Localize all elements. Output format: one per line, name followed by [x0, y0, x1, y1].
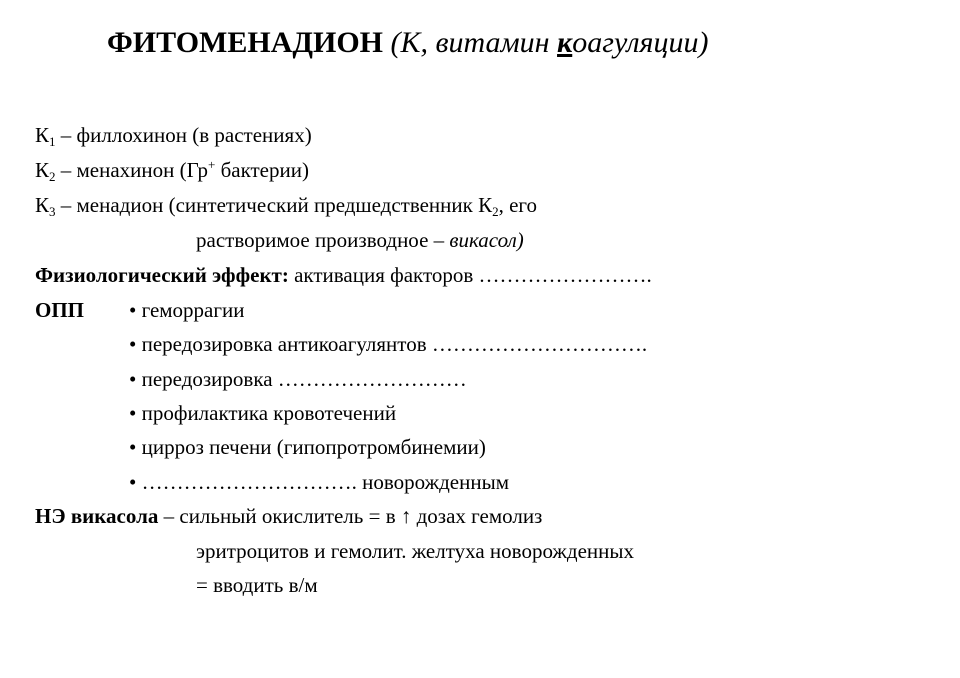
opp-item: • цирроз печени (гипопротромбинемии) — [129, 435, 486, 459]
k3-continuation-line — [196, 227, 524, 253]
ne-label: НЭ викасола — [35, 504, 159, 528]
k2-line — [35, 157, 309, 183]
k3-line — [35, 192, 537, 218]
k2-index: 2 — [49, 169, 56, 184]
title-sub-suffix: оагуляции) — [572, 26, 709, 59]
opp-label: ОПП — [35, 298, 85, 322]
effect-label: Физиологический эффект: — [35, 263, 289, 287]
title-main: ФИТОМЕНАДИОН — [107, 26, 384, 59]
k2-sup: + — [207, 157, 216, 172]
ne-line-3: = вводить в/м — [196, 573, 318, 597]
k1-text: – филлохинон (в растениях) — [55, 123, 312, 147]
title-subtitle — [391, 26, 709, 59]
k1-line — [35, 122, 312, 148]
k2-text-before: – менахинон (Гр — [55, 158, 208, 182]
k1-index: 1 — [49, 134, 56, 149]
k3-cont-text: растворимое производное – — [196, 228, 450, 252]
k3-index: 3 — [49, 204, 56, 219]
k3-text-after: , его — [498, 193, 538, 217]
ne-line-2: эритроцитов и гемолит. желтуха новорожденных — [196, 539, 635, 563]
opp-item: • передозировка ……………………… — [129, 367, 467, 391]
opp-item: • геморрагии — [129, 298, 245, 322]
opp-item: • …………………………. новорожденным — [129, 470, 509, 494]
k3-cont-italic: викасол) — [449, 228, 524, 252]
k2-symbol: К — [35, 158, 50, 182]
effect-line — [35, 262, 652, 288]
ne-line — [35, 503, 542, 529]
title-sub-underlined: к — [557, 26, 573, 59]
effect-text: активация факторов ……………………. — [288, 263, 652, 287]
opp-item: • передозировка антикоагулянтов …………………………. — [129, 332, 648, 356]
opp-item: • профилактика кровотечений — [129, 401, 397, 425]
k2-text-after: бактерии) — [215, 158, 309, 182]
k3-symbol: К — [35, 193, 50, 217]
k1-symbol: К — [35, 123, 50, 147]
ne-text: – сильный окислитель = в ↑ дозах гемолиз — [158, 504, 543, 528]
k3-index2: 2 — [492, 204, 499, 219]
title-sub-prefix: (К, витамин — [390, 26, 558, 59]
k3-text-before: – менадион (синтетический предшедственник К — [55, 193, 493, 217]
page-title — [107, 26, 708, 60]
